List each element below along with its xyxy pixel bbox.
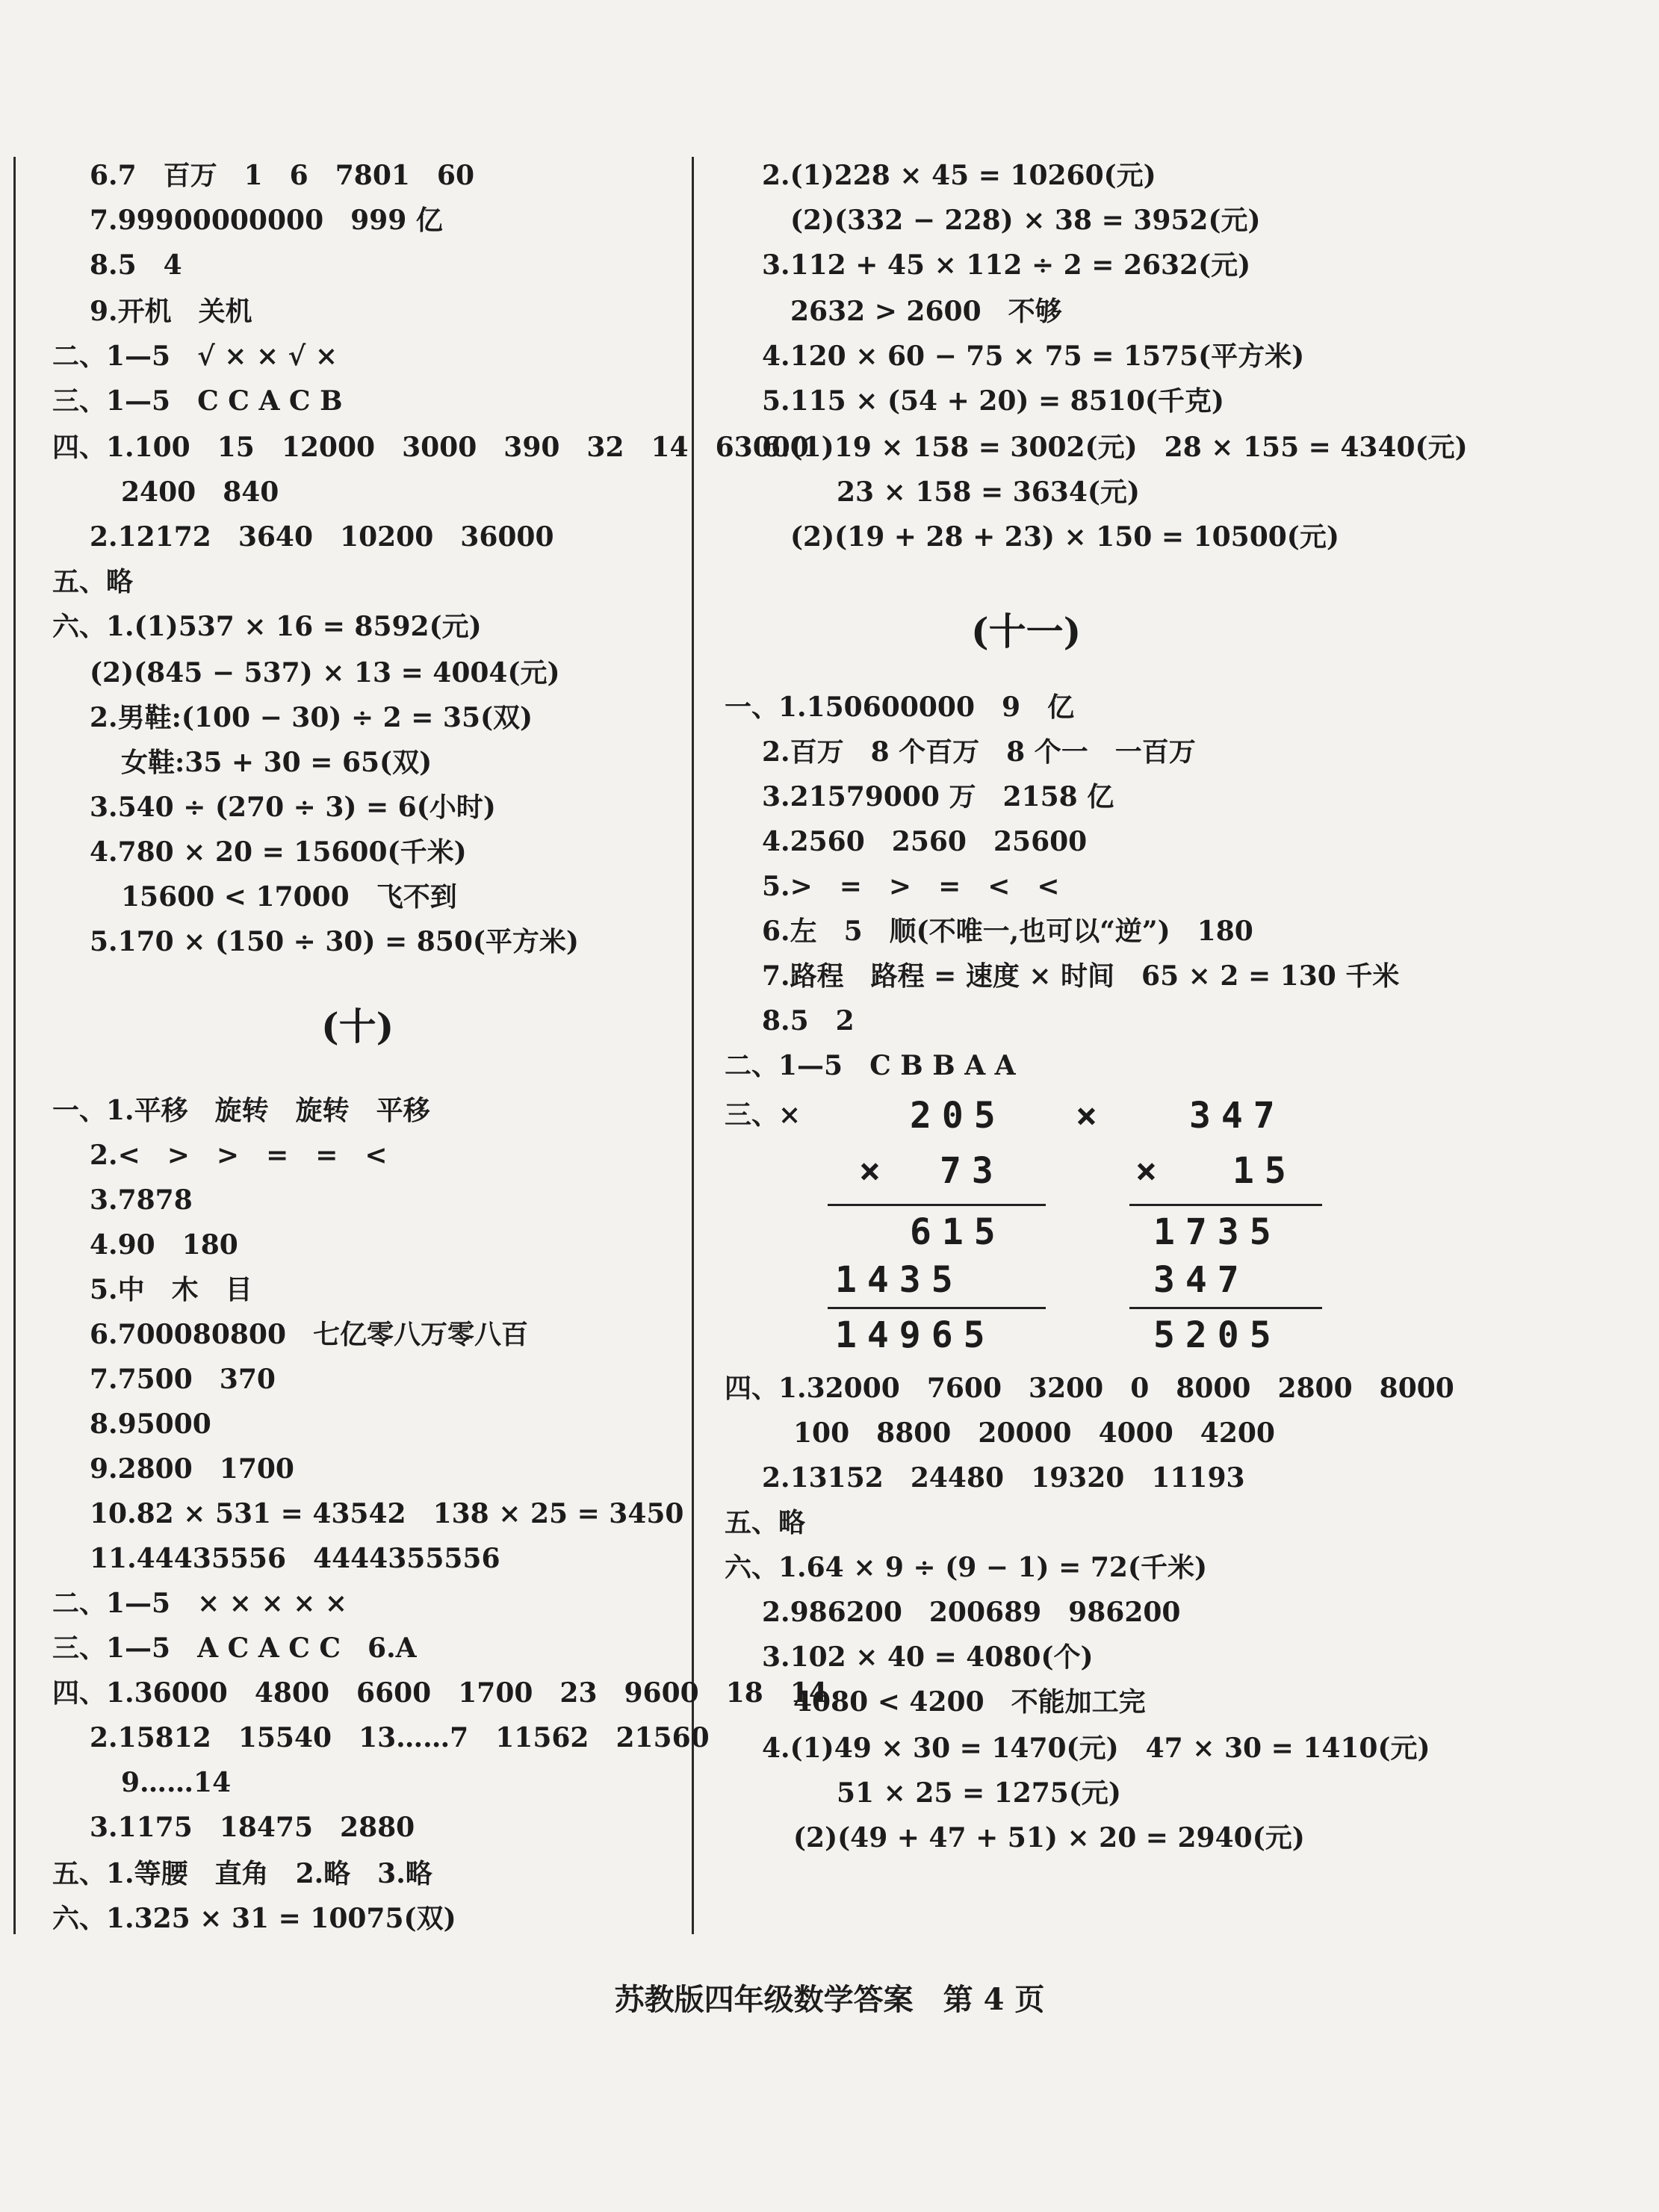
- answer-line: 2.15812 15540 13……7 11562 21560: [90, 1722, 710, 1753]
- answer-line: 7.99900000000 999 亿: [90, 205, 443, 236]
- answer-line: 4.90 180: [90, 1229, 238, 1261]
- answer-line: 2632 > 2600 不够: [790, 296, 1062, 327]
- mult1-operator: ×: [859, 1150, 891, 1192]
- answer-line: 5.115 × (54 + 20) = 8510(千克): [762, 385, 1224, 417]
- answer-line: 3.112 + 45 × 112 ÷ 2 = 2632(元): [762, 249, 1251, 281]
- answer-line: 6.左 5 顺(不唯一,也可以“逆”) 180: [762, 916, 1253, 947]
- section-heading-ten: (十): [321, 1004, 394, 1048]
- answer-line: (2)(332 − 228) × 38 = 3952(元): [790, 205, 1261, 236]
- mult2-multiplier: 15: [1232, 1150, 1297, 1192]
- mult2-partial-1: 1735: [1153, 1211, 1282, 1253]
- answer-line: (2)(49 + 47 + 51) × 20 = 2940(元): [793, 1822, 1305, 1854]
- answer-line: 6.(1)19 × 158 = 3002(元) 28 × 155 = 4340(元): [762, 432, 1468, 463]
- mult1-rule-2: [828, 1307, 1046, 1309]
- mult1-partial-2: 1435: [835, 1259, 964, 1301]
- answer-line: 7.路程 路程 = 速度 × 时间 65 × 2 = 130 千米: [762, 960, 1400, 992]
- answer-line: 4.(1)49 × 30 = 1470(元) 47 × 30 = 1410(元): [762, 1733, 1430, 1764]
- mult2-partial-2: 347: [1153, 1259, 1250, 1301]
- answer-line: 2400 840: [121, 476, 279, 508]
- mult2-result: 5205: [1153, 1314, 1282, 1356]
- answer-line: 10.82 × 531 = 43542 138 × 25 = 3450: [90, 1498, 684, 1529]
- answer-line: 5.170 × (150 ÷ 30) = 850(平方米): [90, 926, 579, 957]
- answer-line: 六、1.64 × 9 ÷ (9 − 1) = 72(千米): [725, 1552, 1207, 1583]
- answer-line: 9.2800 1700: [90, 1453, 294, 1485]
- answer-line: 四、1.36000 4800 6600 1700 23 9600 18 14: [52, 1677, 828, 1709]
- mult1-partial-1: 615: [910, 1211, 1006, 1253]
- page-footer: 苏教版四年级数学答案 第 4 页: [614, 1982, 1045, 2017]
- answer-line: 51 × 25 = 1275(元): [837, 1777, 1121, 1809]
- answer-line: 3.540 ÷ (270 ÷ 3) = 6(小时): [90, 792, 496, 823]
- answer-line: (2)(19 + 28 + 23) × 150 = 10500(元): [790, 521, 1339, 553]
- answer-line: 2.百万 8 个百万 8 个一 一百万: [762, 736, 1196, 768]
- answer-line: 一、1.平移 旋转 旋转 平移: [52, 1095, 430, 1126]
- mult2-rule-2: [1129, 1307, 1322, 1309]
- answer-line: 女鞋:35 + 30 = 65(双): [121, 747, 432, 778]
- separator-mark: ×: [1076, 1095, 1108, 1137]
- answer-line: 2.12172 3640 10200 36000: [90, 521, 554, 553]
- answer-line: 7.7500 370: [90, 1364, 276, 1395]
- answer-line: 4.2560 2560 25600: [762, 826, 1088, 857]
- answer-line: 6.7 百万 1 6 7801 60: [90, 160, 475, 191]
- answer-line: 三、1—5 A C A C C 6.A: [52, 1632, 417, 1664]
- mult2-rule-1: [1129, 1204, 1322, 1206]
- answer-line: 4.120 × 60 − 75 × 75 = 1575(平方米): [762, 341, 1305, 372]
- answer-line: 23 × 158 = 3634(元): [837, 476, 1140, 508]
- answer-line: 一、1.150600000 9 亿: [725, 692, 1075, 723]
- answer-line: 15600 < 17000 飞不到: [121, 881, 457, 913]
- answer-line: 4.780 × 20 = 15600(千米): [90, 836, 467, 868]
- answer-line: 六、1.(1)537 × 16 = 8592(元): [52, 611, 482, 642]
- left-margin-rule: [13, 157, 16, 1934]
- answer-line: 5.> = > = < <: [762, 871, 1060, 902]
- answer-line: 9.开机 关机: [90, 296, 252, 327]
- answer-line: 2.986200 200689 986200: [762, 1597, 1181, 1628]
- answer-line: 四、1.32000 7600 3200 0 8000 2800 8000: [725, 1373, 1454, 1404]
- answer-line: 二、1—5 × × × × ×: [52, 1588, 348, 1619]
- answer-line: 2.男鞋:(100 − 30) ÷ 2 = 35(双): [90, 702, 533, 733]
- answer-line: 四、1.100 15 12000 3000 390 32 14 63000: [52, 432, 809, 463]
- answer-line: (2)(845 − 537) × 13 = 4004(元): [90, 657, 560, 689]
- answer-line: 五、略: [725, 1507, 806, 1538]
- answer-line: 3.7878: [90, 1184, 193, 1216]
- answer-line: 六、1.325 × 31 = 10075(双): [52, 1903, 456, 1934]
- answer-line: 二、1—5 √ × × √ ×: [52, 341, 338, 372]
- answer-line: 五、1.等腰 直角 2.略 3.略: [52, 1858, 432, 1889]
- answer-line: 2.(1)228 × 45 = 10260(元): [762, 160, 1156, 191]
- answer-line: 2.< > > = = <: [90, 1140, 388, 1171]
- mult1-rule-1: [828, 1204, 1046, 1206]
- answer-line: 三、1—5 C C A C B: [52, 385, 343, 417]
- answer-line: 2.13152 24480 19320 11193: [762, 1462, 1245, 1494]
- answer-line: 五、略: [52, 566, 134, 597]
- answer-line: 5.中 木 目: [90, 1274, 252, 1305]
- answer-line: 三、×: [725, 1099, 801, 1131]
- mult2-operator: ×: [1135, 1150, 1167, 1192]
- mult2-multiplicand: 347: [1189, 1095, 1286, 1137]
- answer-line: 9……14: [121, 1767, 232, 1798]
- mult1-result: 14965: [835, 1314, 996, 1356]
- answer-line: 二、1—5 C B B A A: [725, 1050, 1016, 1081]
- mult1-multiplier: 73: [940, 1150, 1004, 1192]
- answer-line: 11.44435556 4444355556: [90, 1543, 500, 1574]
- answer-line: 8.95000: [90, 1408, 211, 1440]
- answer-line: 4080 < 4200 不能加工完: [793, 1686, 1146, 1718]
- column-divider: [692, 157, 694, 1934]
- answer-line: 3.102 × 40 = 4080(个): [762, 1641, 1094, 1673]
- answer-line: 100 8800 20000 4000 4200: [793, 1417, 1275, 1449]
- section-heading-eleven: (十一): [971, 609, 1082, 653]
- answer-line: 8.5 4: [90, 249, 182, 281]
- answer-line: 6.700080800 七亿零八万零八百: [90, 1319, 529, 1350]
- answer-line: 3.1175 18475 2880: [90, 1812, 415, 1843]
- mult1-multiplicand: 205: [910, 1095, 1006, 1137]
- answer-line: 8.5 2: [762, 1005, 855, 1037]
- answer-line: 3.21579000 万 2158 亿: [762, 781, 1114, 813]
